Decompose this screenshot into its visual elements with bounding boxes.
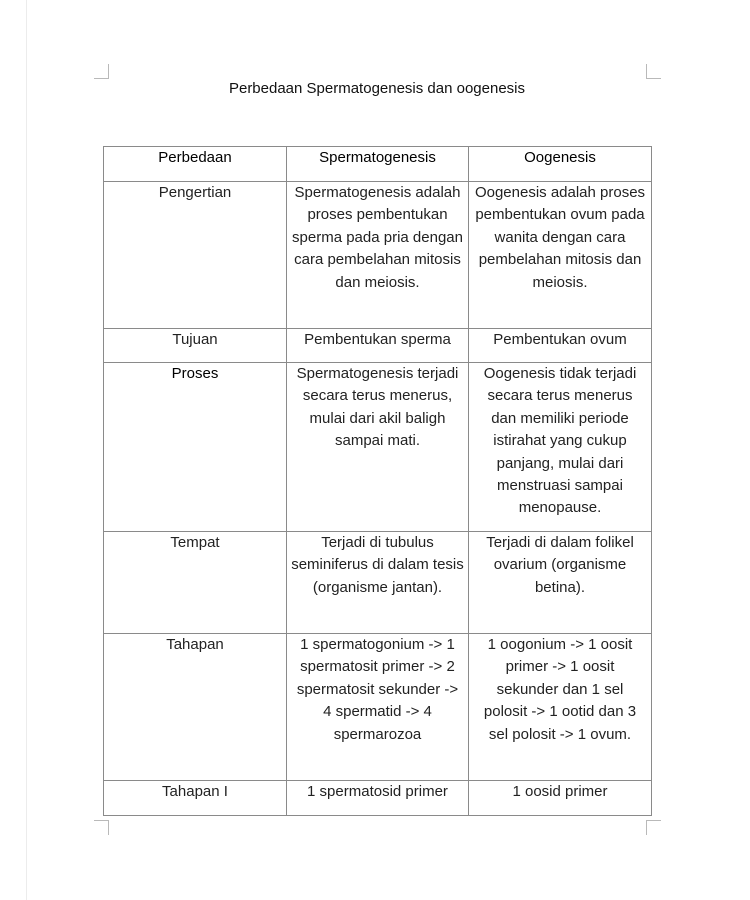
table-row xyxy=(104,781,652,816)
table-row xyxy=(104,329,652,363)
row-label-cell[interactable]: Tempat xyxy=(104,532,287,634)
spermatogenesis-cell[interactable]: Spermatogenesis adalah proses pembentukan sperma pada pria dengan cara pembelahan mitosis dan meiosis. xyxy=(287,182,469,329)
oogenesis-cell[interactable]: Oogenesis tidak terjadi secara terus menerus dan memiliki periode istirahat yang cukup panjang, mulai dari menstruasi sampai menopause. xyxy=(469,363,652,532)
row-label-cell[interactable]: Proses xyxy=(104,363,287,532)
oogenesis-cell[interactable]: Pembentukan ovum xyxy=(469,329,652,363)
spermatogenesis-cell[interactable]: Spermatogenesis terjadi secara terus menerus, mulai dari akil baligh sampai mati. xyxy=(287,363,469,532)
row-label-cell[interactable]: Tujuan xyxy=(104,329,287,363)
spermatogenesis-cell[interactable]: Pembentukan sperma xyxy=(287,329,469,363)
header-cell[interactable]: Oogenesis xyxy=(469,147,652,182)
row-label-cell[interactable]: Pengertian xyxy=(104,182,287,329)
table-row xyxy=(104,532,652,634)
spermatogenesis-cell[interactable]: 1 spermatosid primer xyxy=(287,781,469,816)
row-label-cell[interactable]: Tahapan xyxy=(104,634,287,781)
table-row xyxy=(104,634,652,781)
oogenesis-cell[interactable]: 1 oogonium -> 1 oosit primer -> 1 oosit sekunder dan 1 sel polosit -> 1 ootid dan 3 sel polosit -> 1 ovum. xyxy=(469,634,652,781)
header-cell[interactable]: Spermatogenesis xyxy=(287,147,469,182)
row-label-cell[interactable]: Tahapan I xyxy=(104,781,287,816)
crop-mark-bottom-right xyxy=(646,820,661,835)
oogenesis-cell[interactable]: Terjadi di dalam folikel ovarium (organisme betina). xyxy=(469,532,652,634)
table-row xyxy=(104,363,652,532)
crop-mark-top-right xyxy=(646,64,661,79)
oogenesis-cell[interactable]: 1 oosid primer xyxy=(469,781,652,816)
spermatogenesis-cell[interactable]: 1 spermatogonium -> 1 spermatosit primer -> 2 spermatosit sekunder -> 4 spermatid -> 4 spermarozoa xyxy=(287,634,469,781)
comparison-table xyxy=(103,146,652,816)
header-cell[interactable]: Perbedaan xyxy=(104,147,287,182)
table-header-row xyxy=(104,147,652,182)
document-title[interactable]: Perbedaan Spermatogenesis dan oogenesis xyxy=(228,80,526,97)
table-row xyxy=(104,182,652,329)
page-edge xyxy=(26,0,27,900)
spermatogenesis-cell[interactable]: Terjadi di tubulus seminiferus di dalam tesis (organisme jantan). xyxy=(287,532,469,634)
crop-mark-bottom-left xyxy=(94,820,109,835)
oogenesis-cell[interactable]: Oogenesis adalah proses pembentukan ovum pada wanita dengan cara pembelahan mitosis dan meiosis. xyxy=(469,182,652,329)
crop-mark-top-left xyxy=(94,64,109,79)
